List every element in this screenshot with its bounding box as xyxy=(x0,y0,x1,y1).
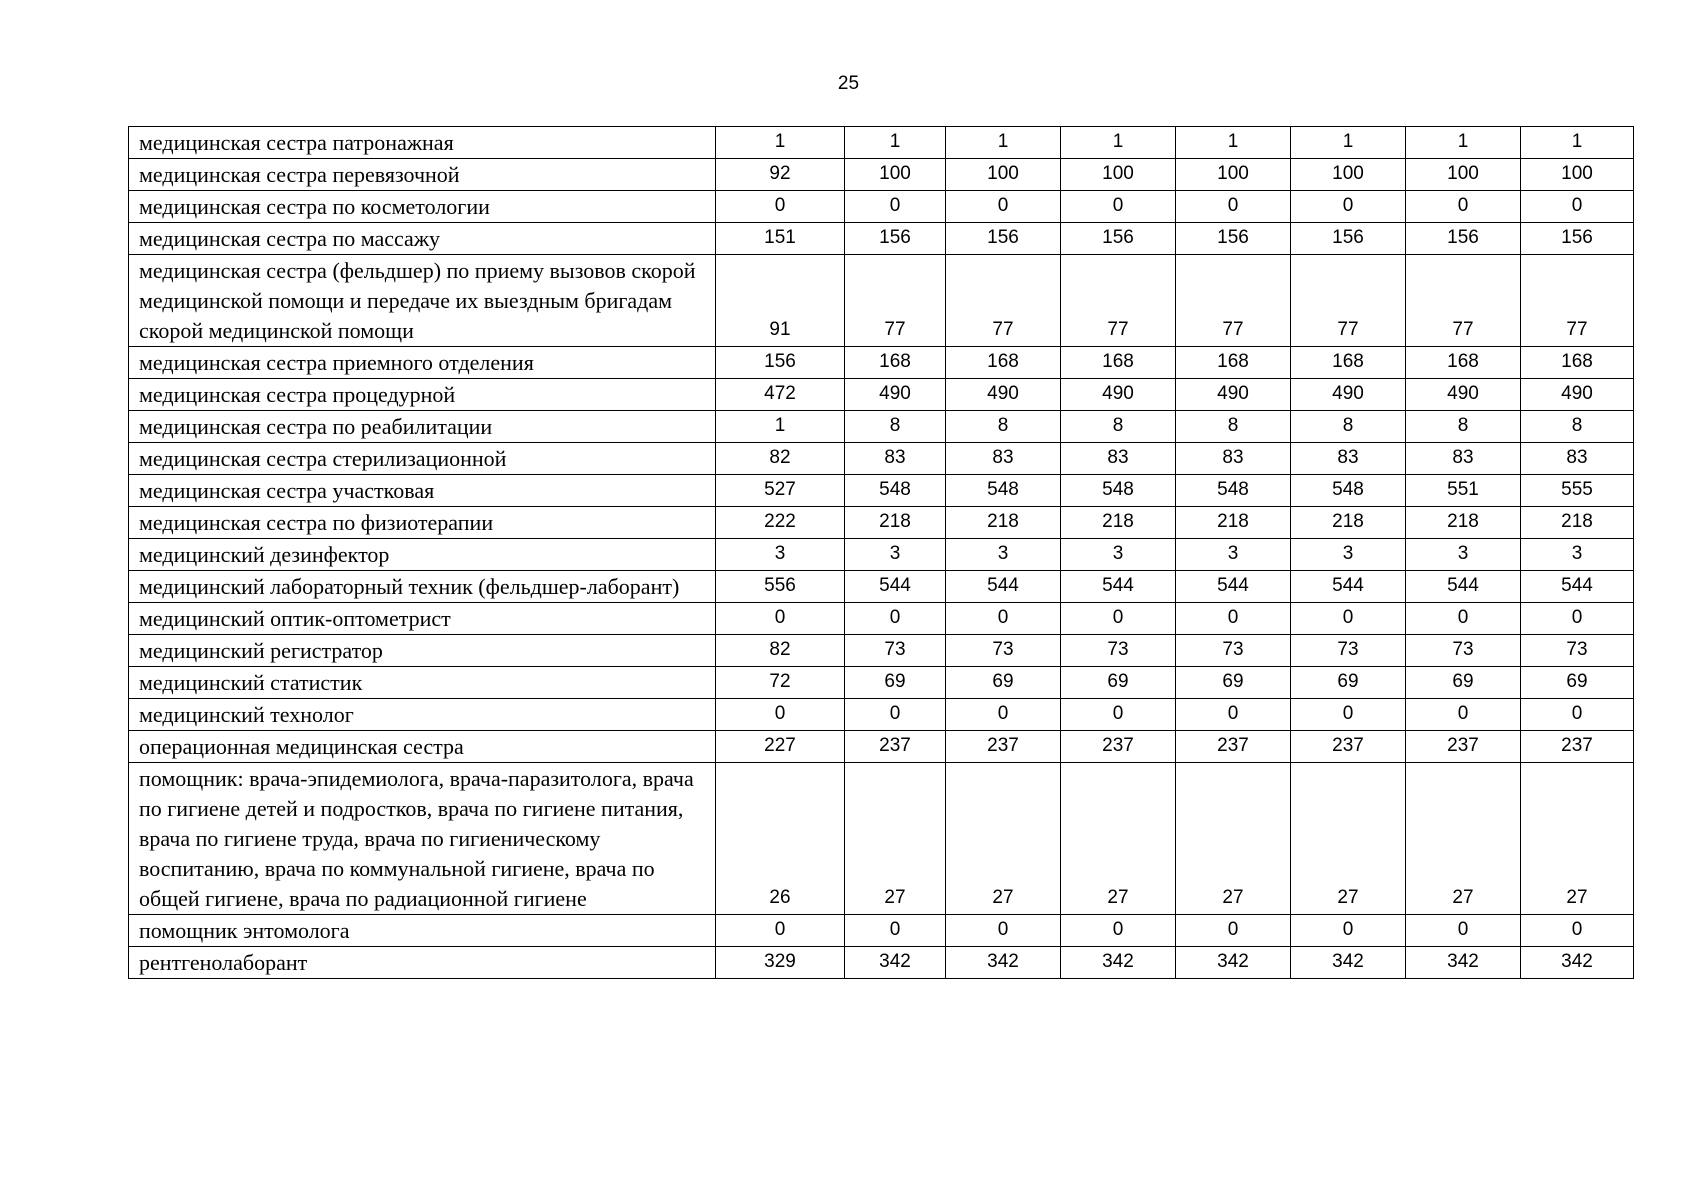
table-row xyxy=(129,347,1634,379)
value-cell: 77 xyxy=(1061,255,1176,347)
value-cell: 77 xyxy=(946,255,1061,347)
value-cell: 0 xyxy=(845,191,946,223)
value-cell: 0 xyxy=(1406,699,1521,731)
value-cell: 27 xyxy=(946,763,1061,915)
value-cell: 0 xyxy=(716,603,845,635)
table-row xyxy=(129,699,1634,731)
value-cell: 27 xyxy=(1291,763,1406,915)
value-cell: 548 xyxy=(845,475,946,507)
value-cell: 73 xyxy=(1176,635,1291,667)
value-cell: 544 xyxy=(1291,571,1406,603)
value-cell: 27 xyxy=(845,763,946,915)
value-cell: 0 xyxy=(1291,603,1406,635)
value-cell: 100 xyxy=(946,159,1061,191)
value-cell: 69 xyxy=(946,667,1061,699)
value-cell: 8 xyxy=(1406,411,1521,443)
value-cell: 0 xyxy=(1061,603,1176,635)
value-cell: 3 xyxy=(716,539,845,571)
value-cell: 168 xyxy=(946,347,1061,379)
value-cell: 0 xyxy=(1176,699,1291,731)
table-row xyxy=(129,475,1634,507)
value-cell: 0 xyxy=(1291,699,1406,731)
value-cell: 544 xyxy=(1521,571,1634,603)
value-cell: 490 xyxy=(946,379,1061,411)
value-cell: 490 xyxy=(1061,379,1176,411)
value-cell: 0 xyxy=(1061,915,1176,947)
value-cell: 0 xyxy=(1521,915,1634,947)
value-cell: 544 xyxy=(946,571,1061,603)
position-name-cell: медицинский дезинфектор xyxy=(129,539,716,571)
value-cell: 8 xyxy=(1291,411,1406,443)
value-cell: 156 xyxy=(1406,223,1521,255)
value-cell: 3 xyxy=(1061,539,1176,571)
table-row xyxy=(129,915,1634,947)
value-cell: 0 xyxy=(845,915,946,947)
value-cell: 69 xyxy=(1406,667,1521,699)
value-cell: 100 xyxy=(1521,159,1634,191)
value-cell: 27 xyxy=(1521,763,1634,915)
value-cell: 472 xyxy=(716,379,845,411)
value-cell: 222 xyxy=(716,507,845,539)
position-name-cell: медицинская сестра по реабилитации xyxy=(129,411,716,443)
value-cell: 83 xyxy=(946,443,1061,475)
table-row xyxy=(129,603,1634,635)
table-row xyxy=(129,379,1634,411)
value-cell: 156 xyxy=(845,223,946,255)
value-cell: 0 xyxy=(716,191,845,223)
value-cell: 0 xyxy=(1176,915,1291,947)
position-name-cell: медицинская сестра патронажная xyxy=(129,127,716,159)
value-cell: 0 xyxy=(845,603,946,635)
table-row xyxy=(129,731,1634,763)
value-cell: 555 xyxy=(1521,475,1634,507)
value-cell: 168 xyxy=(1406,347,1521,379)
value-cell: 0 xyxy=(716,699,845,731)
value-cell: 77 xyxy=(845,255,946,347)
value-cell: 156 xyxy=(1061,223,1176,255)
value-cell: 168 xyxy=(1061,347,1176,379)
value-cell: 0 xyxy=(946,603,1061,635)
value-cell: 218 xyxy=(1406,507,1521,539)
position-name-cell: медицинская сестра перевязочной xyxy=(129,159,716,191)
value-cell: 237 xyxy=(1291,731,1406,763)
value-cell: 342 xyxy=(1176,947,1291,979)
value-cell: 0 xyxy=(1176,191,1291,223)
value-cell: 151 xyxy=(716,223,845,255)
value-cell: 77 xyxy=(1406,255,1521,347)
table-row xyxy=(129,635,1634,667)
value-cell: 82 xyxy=(716,443,845,475)
table-row xyxy=(129,763,1634,915)
value-cell: 69 xyxy=(1521,667,1634,699)
value-cell: 168 xyxy=(845,347,946,379)
value-cell: 490 xyxy=(1291,379,1406,411)
value-cell: 69 xyxy=(1291,667,1406,699)
value-cell: 8 xyxy=(1176,411,1291,443)
value-cell: 83 xyxy=(1406,443,1521,475)
position-name-cell: медицинская сестра по косметологии xyxy=(129,191,716,223)
value-cell: 168 xyxy=(1176,347,1291,379)
position-name-cell: медицинский регистратор xyxy=(129,635,716,667)
table-row xyxy=(129,507,1634,539)
value-cell: 156 xyxy=(716,347,845,379)
table-row xyxy=(129,571,1634,603)
value-cell: 237 xyxy=(1521,731,1634,763)
value-cell: 1 xyxy=(1061,127,1176,159)
table-row xyxy=(129,411,1634,443)
value-cell: 551 xyxy=(1406,475,1521,507)
value-cell: 548 xyxy=(1061,475,1176,507)
value-cell: 77 xyxy=(1176,255,1291,347)
value-cell: 0 xyxy=(1521,191,1634,223)
position-name-cell: помощник: врача-эпидемиолога, врача-паразитолога, врача по гигиене детей и подростков, врача по гигиене питания, врача по гигиене труда, врача по гигиеническому воспитанию, врача по коммунальной гигиене, врача по общей гигиене, врача по радиационной гигиене xyxy=(129,763,716,915)
value-cell: 8 xyxy=(1061,411,1176,443)
value-cell: 0 xyxy=(1406,603,1521,635)
position-name-cell: медицинский оптик-оптометрист xyxy=(129,603,716,635)
position-name-cell: медицинский технолог xyxy=(129,699,716,731)
value-cell: 490 xyxy=(1521,379,1634,411)
page-number: 25 xyxy=(837,73,860,94)
value-cell: 218 xyxy=(1176,507,1291,539)
value-cell: 237 xyxy=(946,731,1061,763)
value-cell: 83 xyxy=(1061,443,1176,475)
position-name-cell: медицинская сестра процедурной xyxy=(129,379,716,411)
value-cell: 100 xyxy=(1176,159,1291,191)
value-cell: 218 xyxy=(845,507,946,539)
value-cell: 73 xyxy=(1521,635,1634,667)
value-cell: 3 xyxy=(845,539,946,571)
value-cell: 156 xyxy=(1176,223,1291,255)
value-cell: 72 xyxy=(716,667,845,699)
value-cell: 100 xyxy=(1061,159,1176,191)
table-row xyxy=(129,539,1634,571)
table-row xyxy=(129,947,1634,979)
value-cell: 490 xyxy=(845,379,946,411)
value-cell: 3 xyxy=(946,539,1061,571)
value-cell: 73 xyxy=(946,635,1061,667)
value-cell: 3 xyxy=(1291,539,1406,571)
value-cell: 92 xyxy=(716,159,845,191)
value-cell: 556 xyxy=(716,571,845,603)
value-cell: 0 xyxy=(716,915,845,947)
value-cell: 168 xyxy=(1291,347,1406,379)
value-cell: 227 xyxy=(716,731,845,763)
value-cell: 100 xyxy=(1406,159,1521,191)
position-name-cell: медицинская сестра стерилизационной xyxy=(129,443,716,475)
value-cell: 27 xyxy=(1406,763,1521,915)
value-cell: 156 xyxy=(946,223,1061,255)
value-cell: 73 xyxy=(1406,635,1521,667)
value-cell: 26 xyxy=(716,763,845,915)
value-cell: 237 xyxy=(845,731,946,763)
position-name-cell: медицинская сестра по массажу xyxy=(129,223,716,255)
table-row xyxy=(129,127,1634,159)
position-name-cell: медицинская сестра участковая xyxy=(129,475,716,507)
value-cell: 69 xyxy=(1061,667,1176,699)
value-cell: 156 xyxy=(1291,223,1406,255)
value-cell: 3 xyxy=(1176,539,1291,571)
table-row xyxy=(129,191,1634,223)
table-row xyxy=(129,223,1634,255)
value-cell: 237 xyxy=(1406,731,1521,763)
position-name-cell: медицинский статистик xyxy=(129,667,716,699)
position-name-cell: операционная медицинская сестра xyxy=(129,731,716,763)
value-cell: 83 xyxy=(1521,443,1634,475)
value-cell: 544 xyxy=(1061,571,1176,603)
value-cell: 218 xyxy=(1521,507,1634,539)
table-body xyxy=(129,127,1634,979)
value-cell: 1 xyxy=(1291,127,1406,159)
value-cell: 1 xyxy=(946,127,1061,159)
value-cell: 8 xyxy=(845,411,946,443)
value-cell: 77 xyxy=(1521,255,1634,347)
value-cell: 27 xyxy=(1061,763,1176,915)
value-cell: 1 xyxy=(1406,127,1521,159)
value-cell: 342 xyxy=(1291,947,1406,979)
value-cell: 0 xyxy=(845,699,946,731)
value-cell: 91 xyxy=(716,255,845,347)
position-name-cell: медицинский лабораторный техник (фельдшер-лаборант) xyxy=(129,571,716,603)
value-cell: 8 xyxy=(946,411,1061,443)
value-cell: 1 xyxy=(845,127,946,159)
staff-table xyxy=(128,126,1634,979)
value-cell: 156 xyxy=(1521,223,1634,255)
value-cell: 0 xyxy=(946,699,1061,731)
value-cell: 1 xyxy=(1521,127,1634,159)
position-name-cell: медицинская сестра (фельдшер) по приему вызовов скорой медицинской помощи и передаче их выездным бригадам скорой медицинской помощи xyxy=(129,255,716,347)
value-cell: 100 xyxy=(845,159,946,191)
value-cell: 73 xyxy=(1291,635,1406,667)
value-cell: 548 xyxy=(1291,475,1406,507)
value-cell: 218 xyxy=(1061,507,1176,539)
value-cell: 83 xyxy=(1291,443,1406,475)
value-cell: 0 xyxy=(1406,915,1521,947)
position-name-cell: рентгенолаборант xyxy=(129,947,716,979)
value-cell: 69 xyxy=(1176,667,1291,699)
value-cell: 0 xyxy=(1061,699,1176,731)
value-cell: 0 xyxy=(946,915,1061,947)
value-cell: 0 xyxy=(1521,603,1634,635)
value-cell: 69 xyxy=(845,667,946,699)
value-cell: 342 xyxy=(946,947,1061,979)
value-cell: 544 xyxy=(1176,571,1291,603)
table-row xyxy=(129,159,1634,191)
value-cell: 548 xyxy=(946,475,1061,507)
table-row xyxy=(129,667,1634,699)
value-cell: 100 xyxy=(1291,159,1406,191)
value-cell: 237 xyxy=(1061,731,1176,763)
value-cell: 83 xyxy=(1176,443,1291,475)
value-cell: 342 xyxy=(1406,947,1521,979)
value-cell: 544 xyxy=(1406,571,1521,603)
value-cell: 82 xyxy=(716,635,845,667)
value-cell: 527 xyxy=(716,475,845,507)
value-cell: 0 xyxy=(1176,603,1291,635)
value-cell: 490 xyxy=(1176,379,1291,411)
value-cell: 83 xyxy=(845,443,946,475)
table-row xyxy=(129,443,1634,475)
value-cell: 73 xyxy=(1061,635,1176,667)
value-cell: 0 xyxy=(1291,915,1406,947)
value-cell: 77 xyxy=(1291,255,1406,347)
value-cell: 0 xyxy=(946,191,1061,223)
value-cell: 73 xyxy=(845,635,946,667)
value-cell: 342 xyxy=(1061,947,1176,979)
value-cell: 342 xyxy=(845,947,946,979)
position-name-cell: медицинская сестра по физиотерапии xyxy=(129,507,716,539)
value-cell: 0 xyxy=(1406,191,1521,223)
value-cell: 27 xyxy=(1176,763,1291,915)
value-cell: 3 xyxy=(1406,539,1521,571)
value-cell: 329 xyxy=(716,947,845,979)
value-cell: 1 xyxy=(716,127,845,159)
value-cell: 1 xyxy=(716,411,845,443)
value-cell: 1 xyxy=(1176,127,1291,159)
value-cell: 218 xyxy=(946,507,1061,539)
value-cell: 3 xyxy=(1521,539,1634,571)
value-cell: 8 xyxy=(1521,411,1634,443)
position-name-cell: помощник энтомолога xyxy=(129,915,716,947)
value-cell: 0 xyxy=(1061,191,1176,223)
value-cell: 0 xyxy=(1521,699,1634,731)
value-cell: 168 xyxy=(1521,347,1634,379)
value-cell: 490 xyxy=(1406,379,1521,411)
value-cell: 218 xyxy=(1291,507,1406,539)
value-cell: 0 xyxy=(1291,191,1406,223)
table-row xyxy=(129,255,1634,347)
value-cell: 342 xyxy=(1521,947,1634,979)
value-cell: 548 xyxy=(1176,475,1291,507)
position-name-cell: медицинская сестра приемного отделения xyxy=(129,347,716,379)
value-cell: 544 xyxy=(845,571,946,603)
value-cell: 237 xyxy=(1176,731,1291,763)
